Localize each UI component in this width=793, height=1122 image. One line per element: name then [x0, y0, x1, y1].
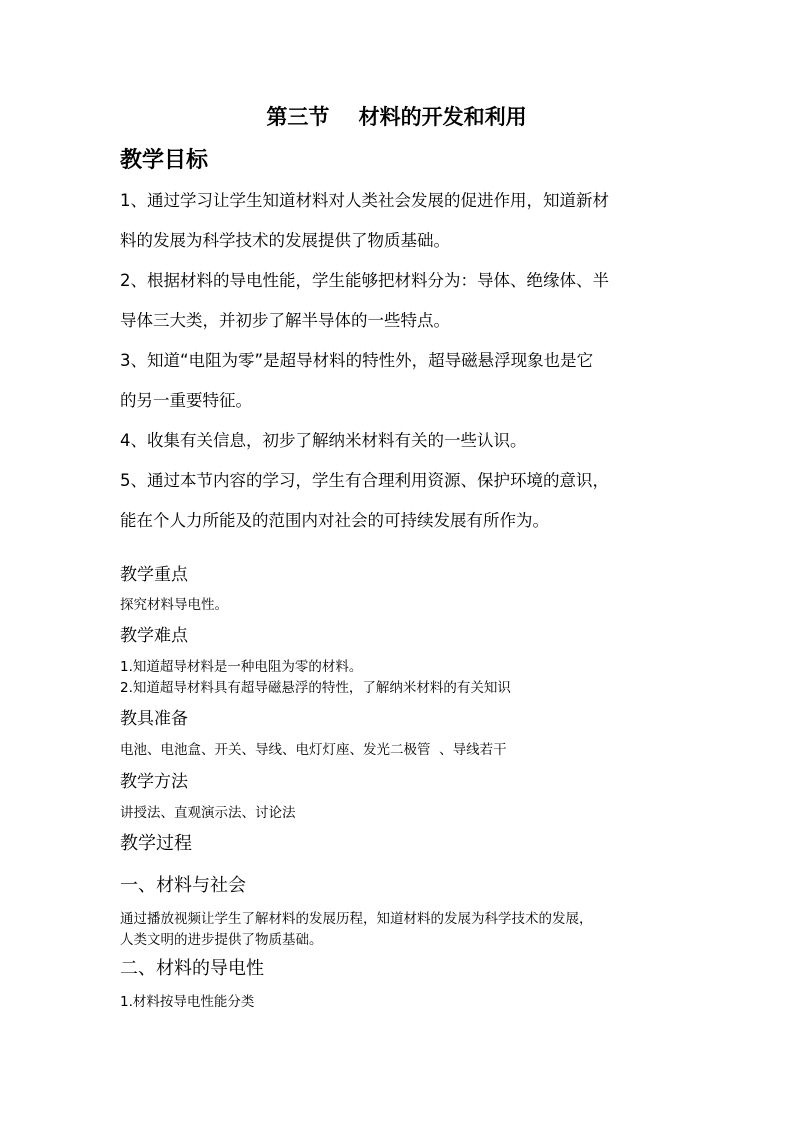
objective-2-line-2: 导体三大类，并初步了解半导体的一些特点。: [120, 311, 450, 330]
process-heading: 教学过程: [120, 833, 192, 854]
objective-4-line-1: 4、收集有关信息，初步了解纳米材料有关的一些认识。: [120, 431, 527, 450]
process-part-2-item-1: 1.材料按导电性能分类: [120, 994, 255, 1010]
objective-1-line-1: 1、通过学习让学生知道材料对人类社会发展的促进作用，知道新材: [120, 191, 609, 210]
difficulties-heading: 教学难点: [120, 626, 188, 646]
objective-5-line-1: 5、通过本节内容的学习，学生有合理利用资源、保护环境的意识，: [120, 471, 609, 490]
process-part-2-heading: 二、材料的导电性: [120, 958, 264, 979]
process-part-1-line-2: 人类文明的进步提供了物质基础。: [120, 932, 323, 948]
objective-1-line-2: 料的发展为科学技术的发展提供了物质基础。: [120, 231, 450, 250]
methods-text: 讲授法、直观演示法、讨论法: [120, 805, 296, 821]
methods-heading: 教学方法: [120, 772, 188, 792]
objective-3-line-2: 的另一重要特征。: [120, 391, 252, 410]
document-title: 第三节 材料的开发和利用: [266, 105, 527, 129]
process-part-1-heading: 一、材料与社会: [120, 875, 246, 896]
key-points-heading: 教学重点: [120, 565, 188, 585]
objective-5-line-2: 能在个人力所能及的范围内对社会的可持续发展有所作为。: [120, 511, 549, 530]
difficulty-item-2: 2.知道超导材料具有超导磁悬浮的特性，了解纳米材料的有关知识: [120, 680, 511, 696]
objective-2-line-1: 2、根据材料的导电性能，学生能够把材料分为：导体、绝缘体、半: [120, 271, 609, 290]
key-points-text: 探究材料导电性。: [120, 597, 228, 613]
process-part-1-line-1: 通过播放视频让学生了解材料的发展历程，知道材料的发展为科学技术的发展，: [120, 911, 593, 927]
objectives-heading: 教学目标: [120, 148, 209, 173]
objective-3-line-1: 3、知道“电阻为零”是超导材料的特性外，超导磁悬浮现象也是它: [120, 351, 594, 370]
equipment-heading: 教具准备: [120, 709, 188, 729]
objectives-list: [120, 181, 680, 541]
equipment-text: 电池、电池盒、开关、导线、电灯灯座、发光二极管 、导线若干: [120, 742, 507, 758]
difficulty-item-1: 1.知道超导材料是一种电阻为零的材料。: [120, 659, 363, 675]
